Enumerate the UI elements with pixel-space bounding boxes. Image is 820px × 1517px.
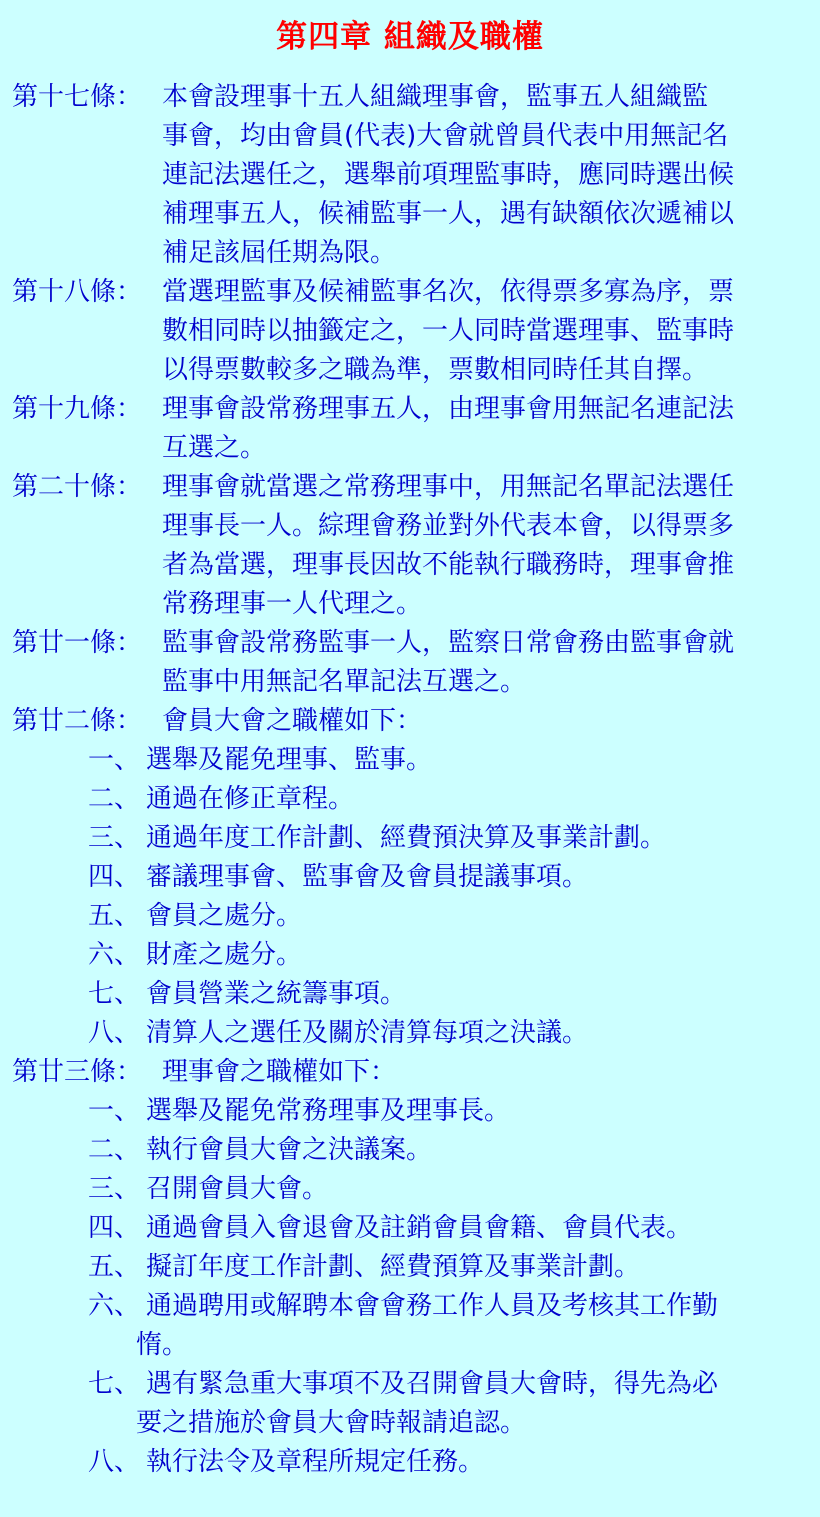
item-text: 清算人之選任及關於清算每項之決議。 [146,1018,589,1048]
article-label: 第十七條： [12,82,143,112]
article-body: 理事會就當選之常務理事中，用無記名單記法選任 理事長一人。綜理會務並對外代表本會，以得票多 者為當選，理事長因故不能執行職務時，理事會推 常務理事一人代理之。 [162,472,735,619]
item-text: 會員營業之統籌事項。 [146,979,407,1009]
item-text: 召開會員大會。 [146,1174,329,1204]
chapter-title: 第四章 組織及職權 [276,19,544,55]
item-number: 一、 [88,1096,141,1126]
item-text: 選舉及罷免理事、監事。 [146,745,433,775]
item-text [136,1287,811,1365]
article-body: 本會設理事十五人組織理事會，監事五人組織監 事會，均由會員(代表)大會就曾員代表中用無記名 連記法選任之，選舉前項理監事時，應同時選出候 補理事五人，候補監事一人，遇有缺額依次遞補以 補足該屆任期為限。 [162,82,735,268]
list-item [0,858,820,897]
article-label: 第二十條： [12,472,143,502]
item-text-continuation: 惰。 [136,1330,189,1360]
document-page [0,18,820,1517]
list-item [0,1014,820,1053]
article-23 [0,1053,820,1092]
item-text: 選舉及罷免常務理事及理事長。 [146,1096,511,1126]
list-item [0,1443,820,1482]
item-number: 五、 [88,1252,141,1282]
item-text: 執行會員大會之決議案。 [146,1135,433,1165]
item-number: 一、 [88,745,141,775]
item-number: 七、 [88,1369,141,1399]
article-20 [0,468,820,624]
item-number: 八、 [88,1447,141,1477]
article-22-items [0,741,820,1053]
item-text: 通過會員入會退會及註銷會員會籍、會員代表。 [146,1213,693,1243]
article-label: 第廿三條： [12,1057,143,1087]
article-17 [0,78,820,273]
item-text-line: 通過聘用或解聘本會會務工作人員及考核其工作勤 [146,1291,719,1321]
item-number: 二、 [88,784,141,814]
item-number: 四、 [88,1213,141,1243]
article-label: 第十九條： [12,394,143,424]
item-text: 會員之處分。 [146,901,303,931]
list-item [0,741,820,780]
item-text: 執行法令及章程所規定任務。 [146,1447,485,1477]
list-item [0,780,820,819]
list-item [0,819,820,858]
item-text-line: 遇有緊急重大事項不及召開會員大會時，得先為必 [146,1369,719,1399]
item-number: 六、 [88,940,141,970]
list-item [0,1365,820,1443]
list-item [0,1287,820,1365]
article-label: 第廿二條： [12,706,143,736]
list-item [0,975,820,1014]
article-body: 理事會之職權如下： [162,1057,397,1087]
list-item [0,897,820,936]
article-21 [0,624,820,702]
item-number: 八、 [88,1018,141,1048]
item-number: 三、 [88,1174,141,1204]
article-label: 第廿一條： [12,628,143,658]
item-number: 六、 [88,1291,141,1321]
article-body: 當選理監事及候補監事名次，依得票多寡為序，票 數相同時以抽籤定之，一人同時當選理事、監事時 以得票數較多之職為準，票數相同時任其自擇。 [162,277,735,385]
article-19 [0,390,820,468]
item-number: 二、 [88,1135,141,1165]
item-number: 三、 [88,823,141,853]
list-item [0,1131,820,1170]
article-body: 監事會設常務監事一人，監察日常會務由監事會就 監事中用無記名單記法互選之。 [162,628,735,697]
article-18 [0,273,820,390]
list-item [0,936,820,975]
item-text [136,1365,811,1443]
article-23-items [0,1092,820,1482]
item-number: 四、 [88,862,141,892]
item-number: 七、 [88,979,141,1009]
article-body: 理事會設常務理事五人，由理事會用無記名連記法 互選之。 [162,394,735,463]
list-item [0,1092,820,1131]
item-text: 審議理事會、監事會及會員提議事項。 [146,862,589,892]
article-22 [0,702,820,741]
list-item [0,1248,820,1287]
item-text: 通過年度工作計劃、經費預決算及事業計劃。 [146,823,667,853]
item-text: 擬訂年度工作計劃、經費預算及事業計劃。 [146,1252,641,1282]
article-label: 第十八條： [12,277,143,307]
article-body: 會員大會之職權如下： [162,706,423,736]
list-item [0,1209,820,1248]
item-text: 通過在修正章程。 [146,784,355,814]
item-text-continuation: 要之措施於會員大會時報請追認。 [136,1408,527,1438]
item-text: 財產之處分。 [146,940,303,970]
list-item [0,1170,820,1209]
item-number: 五、 [88,901,141,931]
